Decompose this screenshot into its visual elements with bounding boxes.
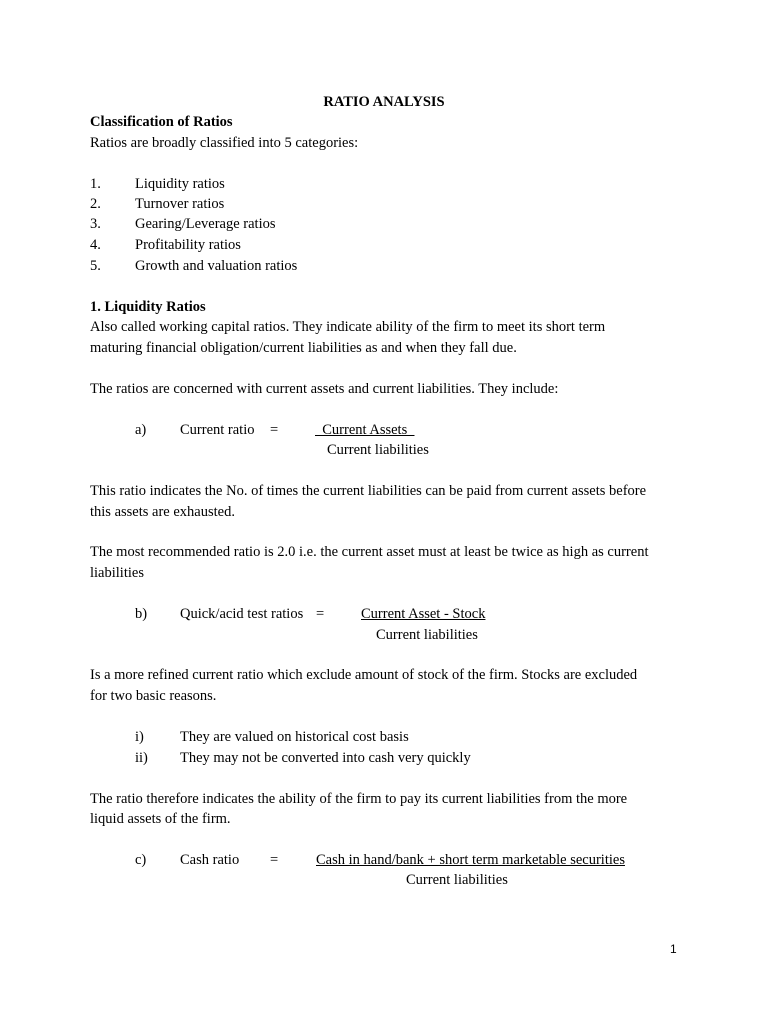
formula-label: a) [135, 422, 147, 438]
equals-sign: = [270, 422, 279, 438]
equals-sign: = [316, 606, 325, 622]
paragraph-line: for two basic reasons. [90, 688, 217, 704]
equals-sign: = [270, 852, 279, 868]
list-number: 3. [90, 216, 101, 232]
formula-numerator: Cash in hand/bank + short term marketable securities [316, 852, 625, 868]
paragraph-line: This ratio indicates the No. of times the current liabilities can be paid from current assets before [90, 483, 647, 499]
list-item: Liquidity ratios [135, 176, 225, 192]
paragraph-line: Also called working capital ratios. They indicate ability of the firm to meet its short term [90, 319, 606, 335]
formula-numerator: Current Assets [315, 422, 415, 438]
list-item: Turnover ratios [135, 196, 225, 212]
paragraph-line: liabilities [90, 565, 144, 581]
formula-label: c) [135, 852, 147, 868]
list-number: 4. [90, 237, 101, 253]
formula-name: Cash ratio [180, 852, 240, 868]
formula-name: Current ratio [180, 422, 255, 438]
formula-numerator: Current Asset - Stock [361, 606, 486, 622]
list-item: Gearing/Leverage ratios [135, 216, 276, 232]
paragraph-line: liquid assets of the firm. [90, 811, 231, 827]
page-number: 1 [670, 942, 677, 956]
section-heading-liquidity: 1. Liquidity Ratios [90, 299, 206, 315]
list-number: 2. [90, 196, 101, 212]
formula-denominator: Current liabilities [327, 442, 429, 458]
list-item: They may not be converted into cash very quickly [180, 750, 471, 766]
paragraph-line: this assets are exhausted. [90, 504, 235, 520]
list-item: They are valued on historical cost basis [180, 729, 409, 745]
paragraph-line: The ratios are concerned with current assets and current liabilities. They include: [90, 381, 559, 397]
document-title: RATIO ANALYSIS [323, 94, 445, 110]
list-item: Profitability ratios [135, 237, 241, 253]
formula-label: b) [135, 606, 148, 622]
list-number: 5. [90, 258, 101, 274]
formula-name: Quick/acid test ratios [180, 606, 304, 622]
paragraph-line: The most recommended ratio is 2.0 i.e. the current asset must at least be twice as high as current [90, 544, 649, 560]
section-heading-classification: Classification of Ratios [90, 114, 233, 130]
formula-denominator: Current liabilities [406, 872, 508, 888]
paragraph-line: Is a more refined current ratio which exclude amount of stock of the firm. Stocks are excluded [90, 667, 638, 683]
paragraph-line: The ratio therefore indicates the ability of the firm to pay its current liabilities from the more [90, 791, 628, 807]
list-number: 1. [90, 176, 101, 192]
list-item: Growth and valuation ratios [135, 258, 298, 274]
list-number: i) [135, 729, 144, 745]
formula-denominator: Current liabilities [376, 627, 478, 643]
classification-intro: Ratios are broadly classified into 5 categories: [90, 135, 359, 151]
paragraph-line: maturing financial obligation/current liabilities as and when they fall due. [90, 340, 517, 356]
list-number: ii) [135, 750, 148, 766]
